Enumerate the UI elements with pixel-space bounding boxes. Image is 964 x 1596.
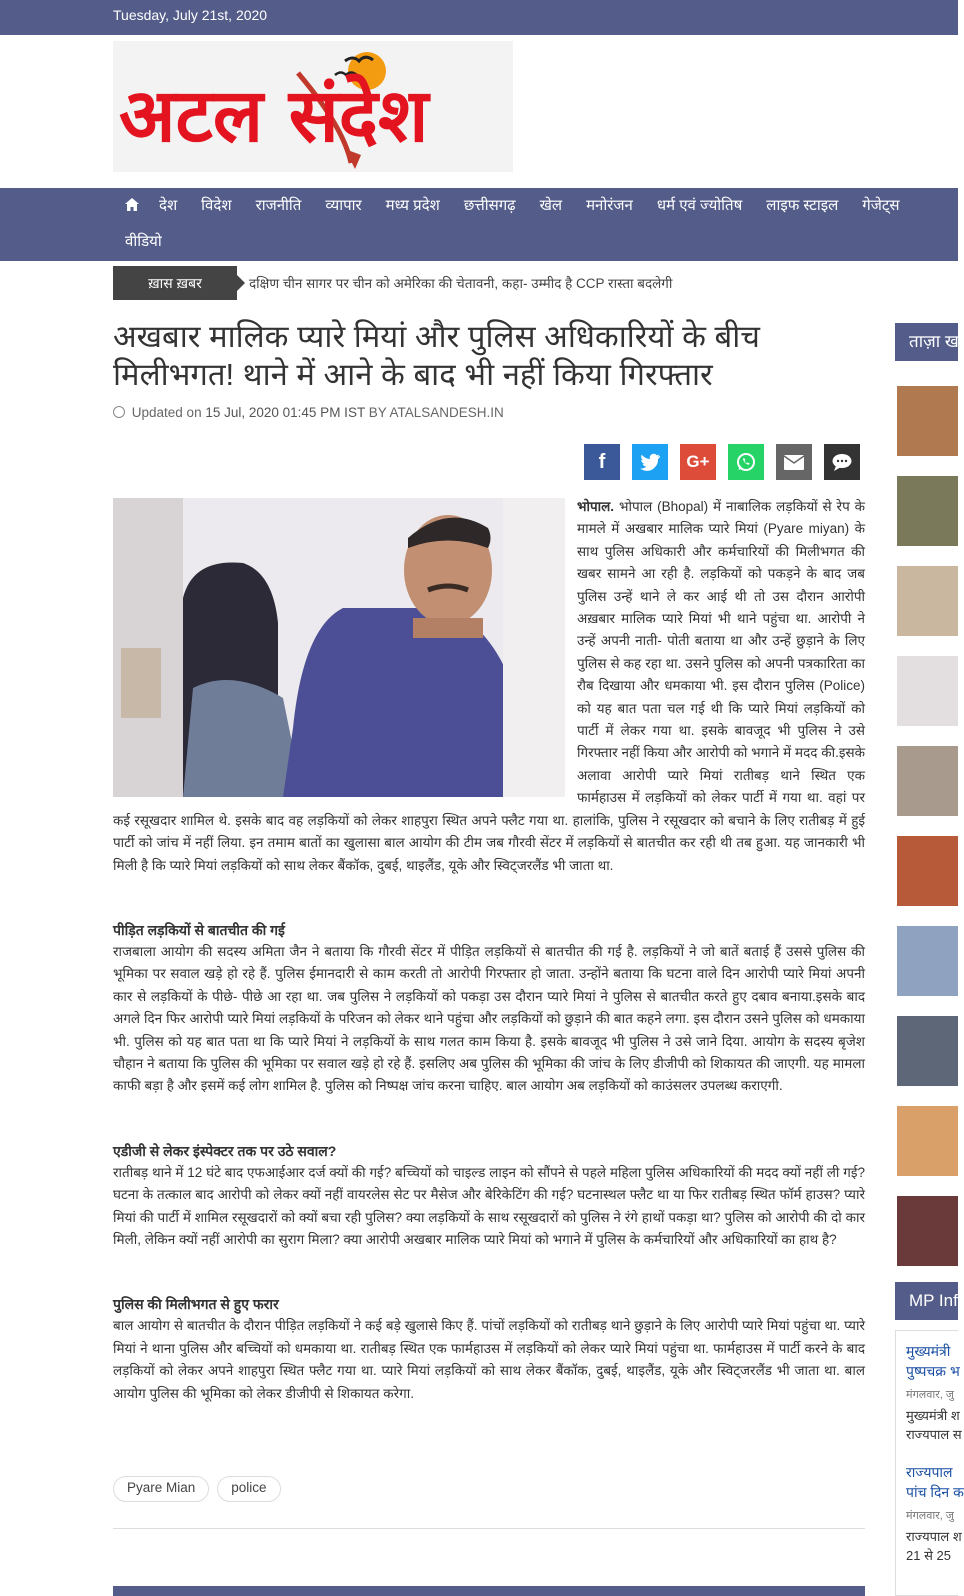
main-navigation: [0, 188, 958, 261]
email-share-button[interactable]: [776, 444, 812, 480]
article-tags: [113, 1476, 281, 1502]
mp-item-1-summary-2: राज्यपाल स: [906, 1427, 962, 1442]
section-heading-3: पुलिस की मिलीभगत से हुए फरार: [113, 1296, 279, 1313]
mp-item-1[interactable]: [906, 1341, 962, 1444]
mp-item-1-summary-1: मुख्यमंत्री श: [906, 1408, 960, 1423]
facebook-icon: f: [598, 450, 606, 473]
mp-item-2-date: मंगलवार, जु: [906, 1510, 954, 1522]
ticker-headline[interactable]: दक्षिण चीन सागर पर चीन को अमेरिका की चेतावनी, कहा- उम्मीद है CCP रास्ता बदलेगी: [249, 276, 673, 291]
article-para-1: भोपाल (Bhopal) में नाबालिक लड़कियों से रेप के मामले में अखबार मालिक प्यारे मियां (Pyare miyan) के साथ पुलिस अधिकारी और कर्मचारियों की मिलीभगत की खबर सामने आ रही है. लड़कियों को पकड़ने के बाद जब पुलिस उन्हें थाने ले कर आई थी तो उस दौरान आरोपी अख़बार मालिक प्यारे मियां भी थाने पहुंचा था. आरोपी ने उन्हें अपनी नाती- पोती बताया था और उन्हें छुड़ाने के लिए पुलिस से कह रहा था. उसने पुलिस को अपनी पत्रकारिता का रौब दिखाया और धमकाया भी. इस दौरान पुलिस (Police) को यह बात पता चल गई थी कि प्यारे मियां लड़कियों को पार्टी में लेकर गया था. इसके बावजूद भी पुलिस ने उसे गिरफ्तार नहीं किया और आरोपी को भगाने में मदद की.इसके अलावा आरोपी प्यारे मियां रातीबड़ थाने स्थित एक फार्महाउस में लड़कियों को लेकर पार्टी में गया था. वहां पर कई रसूखदार शामिल थे. इसके बाद वह लड़कियों को लेकर शाहपुरा स्थित अपने फ्लैट गया था. हालांकि, पुलिस ने रसूखदार को बचाने के लिए रातीबड़ में हुई पार्टी को जांच में नहीं लिया. इन तमाम बातों का खुलासा बाल आयोग की टीम जब गौरवी सेंटर में लड़कियों से बातचीत कर रही थी तब हुआ. यह जानकारी भी मिली है कि प्यारे मियां लड़कियों को साथ लेकर बैंकॉक, दुबई, थाइलैंड, यूके और स्विट्जरलैंड भी जाता था.: [113, 499, 865, 873]
article-title: अखबार मालिक प्यारे मियां और पुलिस अधिकारियों के बीच मिलीभगत! थाने में आने के बाद भी नहीं किया गिरफ्तार: [113, 319, 760, 392]
sidebar-thumb-2[interactable]: [897, 476, 958, 546]
article-para-3: रातीबड़ थाने में 12 घंटे बाद एफआईआर दर्ज क्यों की गई? बच्चियों को चाइल्ड लाइन को सौंपने से पहले महिला पुलिस अधिकारियों की मदद क्यों नहीं ली गई? घटना के तत्काल बाद आरोपी को लेकर क्यों नहीं वायरलेस सेट पर मैसेज और बेरिकेटिंग की गई? घटनास्थल फ्लैट था या फिर रातीबड़ स्थित फॉर्म हाउस? प्यारे मियां की पार्टी में शामिल रसूखदारों को क्यों बचा रही पुलिस? क्या लड़कियों के साथ रसूखदारों को पुलिस ने रंगे हाथों पकड़ा था? पुलिस को आरोपी की दो कार मिली, लेकिन क्यों नहीं आरोपी का सुराग मिला? क्या आरोपी अखबार मालिक प्यारे मियां को भगाने में पुलिस के कर्मचारियों और अधिकारियों का हाथ है?: [113, 1164, 865, 1247]
mp-item-1-title-1[interactable]: मुख्यमंत्री: [906, 1343, 951, 1359]
nav-vyapar[interactable]: व्यापार: [325, 197, 362, 214]
sidebar-thumb-8[interactable]: [897, 1016, 958, 1086]
share-buttons: [584, 444, 860, 480]
sidebar-thumb-10[interactable]: [897, 1196, 958, 1266]
article-photo: [113, 498, 565, 797]
nav-khel[interactable]: खेल: [539, 197, 563, 214]
article-para-2: राजबाला आयोग की सदस्य अमिता जैन ने बताया कि गौरवी सेंटर में पीड़ित लड़कियों से बातचीत की गई है. लड़कियों ने जो बातें बताई हैं उससे पुलिस की भूमिका पर सवाल खड़े हो रहे हैं. पुलिस ईमानदारी से काम करती तो आरोपी गिरफ्तार हो जाता. उन्होंने बताया कि घटना वाले दिन आरोपी प्यारे मियां अपनी कार से लड़कियों के पीछे- पीछे आ रहा था. जब पुलिस ने लड़कियों को पकड़ा उस दौरान प्यारे मियां ने पुलिस से बातचीत करते हुए दबाव बनाया.इसके बाद अगले दिन फिर आरोपी प्यारे मियां लड़कियों के परिजन को लेकर थाने पहुंचा और लड़कियों को छुड़ाने की बात कहने लगा. इस दौरान उसने पुलिस को धमकाया भी. पुलिस को यह बात पता था कि प्यारे मियां ने लड़कियों के साथ गलत काम किया है. इसके बावजूद भी पुलिस ने उसे जाने दिया. आयोग के सदस्य बृजेश चौहान ने बताया कि पुलिस की भूमिका पर सवाल खड़े हो रहे हैं. इसलिए अब पुलिस की भूमिका की जांच के लिए डीजीपी को शिकायत की जाएगी. यह मामला काफी बड़ा है और इसमें कई लोग शामिल है. पुलिस को निष्पक्ष जांच करना चाहिए. बाल आयोग अब लड़कियों को काउंसलर उपलब्ध कराएगी.: [113, 943, 865, 1094]
top-bar: [0, 0, 958, 35]
mp-item-1-date: मंगलवार, जु: [906, 1389, 954, 1401]
sidebar-thumb-7[interactable]: [897, 926, 958, 996]
breaking-news-ticker: [113, 266, 672, 300]
meta-author[interactable]: ATALSANDESH.IN: [389, 405, 504, 420]
twitter-share-button[interactable]: [632, 444, 668, 480]
sidebar-thumb-3[interactable]: [897, 566, 958, 636]
tag-pyare-mian[interactable]: Pyare Mian: [113, 1476, 209, 1502]
nav-desh[interactable]: देश: [159, 197, 178, 214]
facebook-share-button[interactable]: [584, 444, 620, 480]
nav-lifestyle[interactable]: लाइफ स्टाइल: [766, 197, 839, 214]
comment-icon: [832, 454, 852, 471]
home-icon: [125, 198, 139, 211]
nav-rajneeti[interactable]: राजनीति: [255, 197, 302, 214]
nav-chhattisgarh[interactable]: छत्तीसगढ़: [463, 197, 516, 214]
mp-item-1-title-2[interactable]: पुष्पचक्र भ: [906, 1363, 960, 1379]
logo-graphic: [113, 41, 513, 172]
nav-dharm[interactable]: धर्म एवं ज्योतिष: [656, 197, 743, 214]
meta-by: BY: [368, 405, 387, 420]
article-body: [113, 496, 865, 1405]
current-date: Tuesday, July 21st, 2020: [113, 7, 268, 23]
ticker-label: ख़ास ख़बर: [113, 266, 237, 300]
article-meta: [113, 405, 504, 420]
google-plus-icon: G+: [686, 452, 710, 471]
article-photo-graphic: [113, 498, 565, 797]
nav-madhya-pradesh[interactable]: मध्य प्रदेश: [385, 197, 440, 214]
divider: [113, 1528, 865, 1529]
sidebar-thumb-5[interactable]: [897, 746, 958, 816]
whatsapp-icon: [736, 452, 756, 472]
sidebar-mp-info-list: [895, 1330, 964, 1596]
twitter-icon: [640, 454, 660, 470]
nav-videsh[interactable]: विदेश: [201, 197, 232, 214]
article-dateline: भोपाल.: [577, 499, 615, 514]
meta-updated-label: Updated on: [131, 405, 202, 420]
sidebar-thumb-6[interactable]: [897, 836, 958, 906]
section-heading-2: एडीजी से लेकर इंस्पेक्टर तक पर उठे सवाल?: [113, 1142, 337, 1159]
meta-date: 15 Jul, 2020 01:45 PM IST: [205, 405, 365, 420]
sidebar-latest-heading: ताज़ा ख: [895, 323, 958, 361]
whatsapp-share-button[interactable]: [728, 444, 764, 480]
nav-gadgets[interactable]: गेजेट्स: [862, 197, 900, 214]
sidebar-thumb-4[interactable]: [897, 656, 958, 726]
site-logo[interactable]: [113, 41, 513, 172]
comment-share-button[interactable]: [824, 444, 860, 480]
mp-item-2-summary-2: 21 से 25: [906, 1548, 951, 1563]
mp-item-2-title-2[interactable]: पांच दिन क: [906, 1484, 964, 1500]
related-section-bar: [113, 1586, 865, 1596]
sidebar-thumb-1[interactable]: [897, 386, 958, 456]
section-heading-1: पीड़ित लड़कियों से बातचीत की गई: [113, 921, 285, 938]
nav-video[interactable]: वीडियो: [125, 233, 162, 250]
email-icon: [784, 455, 804, 470]
mp-item-2-title-1[interactable]: राज्यपाल: [906, 1464, 953, 1480]
article-para-4: बाल आयोग से बातचीत के दौरान पीड़ित लड़कियों ने कई बड़े खुलासे किए हैं. पांचों लड़कियों को रातीबड़ थाने छुड़ाने के लिए आरोपी प्यारे मियां पहुंचा था. प्यारे मियां ने थाना पुलिस और बच्चियों को धमकाया था. रातीबड़ स्थित एक फार्महाउस में लड़कियों को लेकर प्यारे मियां पहुंचा था. फार्महाउस में पार्टी करने के बाद लड़कियों को लेकर अपने शाहपुरा स्थित फ्लैट गया था. प्यारे मियां लड़कियों को साथ लेकर बैंकॉक, दुबई, थाइलैंड, यूके और स्विट्जरलैंड भी जाता था. बाल आयोग पुलिस की भूमिका को लेकर डीजीपी से शिकायत करेगा.: [113, 1318, 865, 1401]
mp-item-2-summary-1: राज्यपाल श: [906, 1529, 962, 1544]
tag-police[interactable]: police: [217, 1476, 280, 1502]
logo-text: अटल संदेश: [119, 73, 429, 159]
mp-item-2[interactable]: [906, 1462, 964, 1565]
google-plus-share-button[interactable]: [680, 444, 716, 480]
sidebar-mp-info-heading: MP Inf: [895, 1282, 958, 1320]
nav-manoranjan[interactable]: मनोरंजन: [586, 197, 633, 214]
nav-home[interactable]: [113, 188, 147, 224]
clock-icon: [113, 406, 125, 418]
sidebar-thumb-9[interactable]: [897, 1106, 958, 1176]
